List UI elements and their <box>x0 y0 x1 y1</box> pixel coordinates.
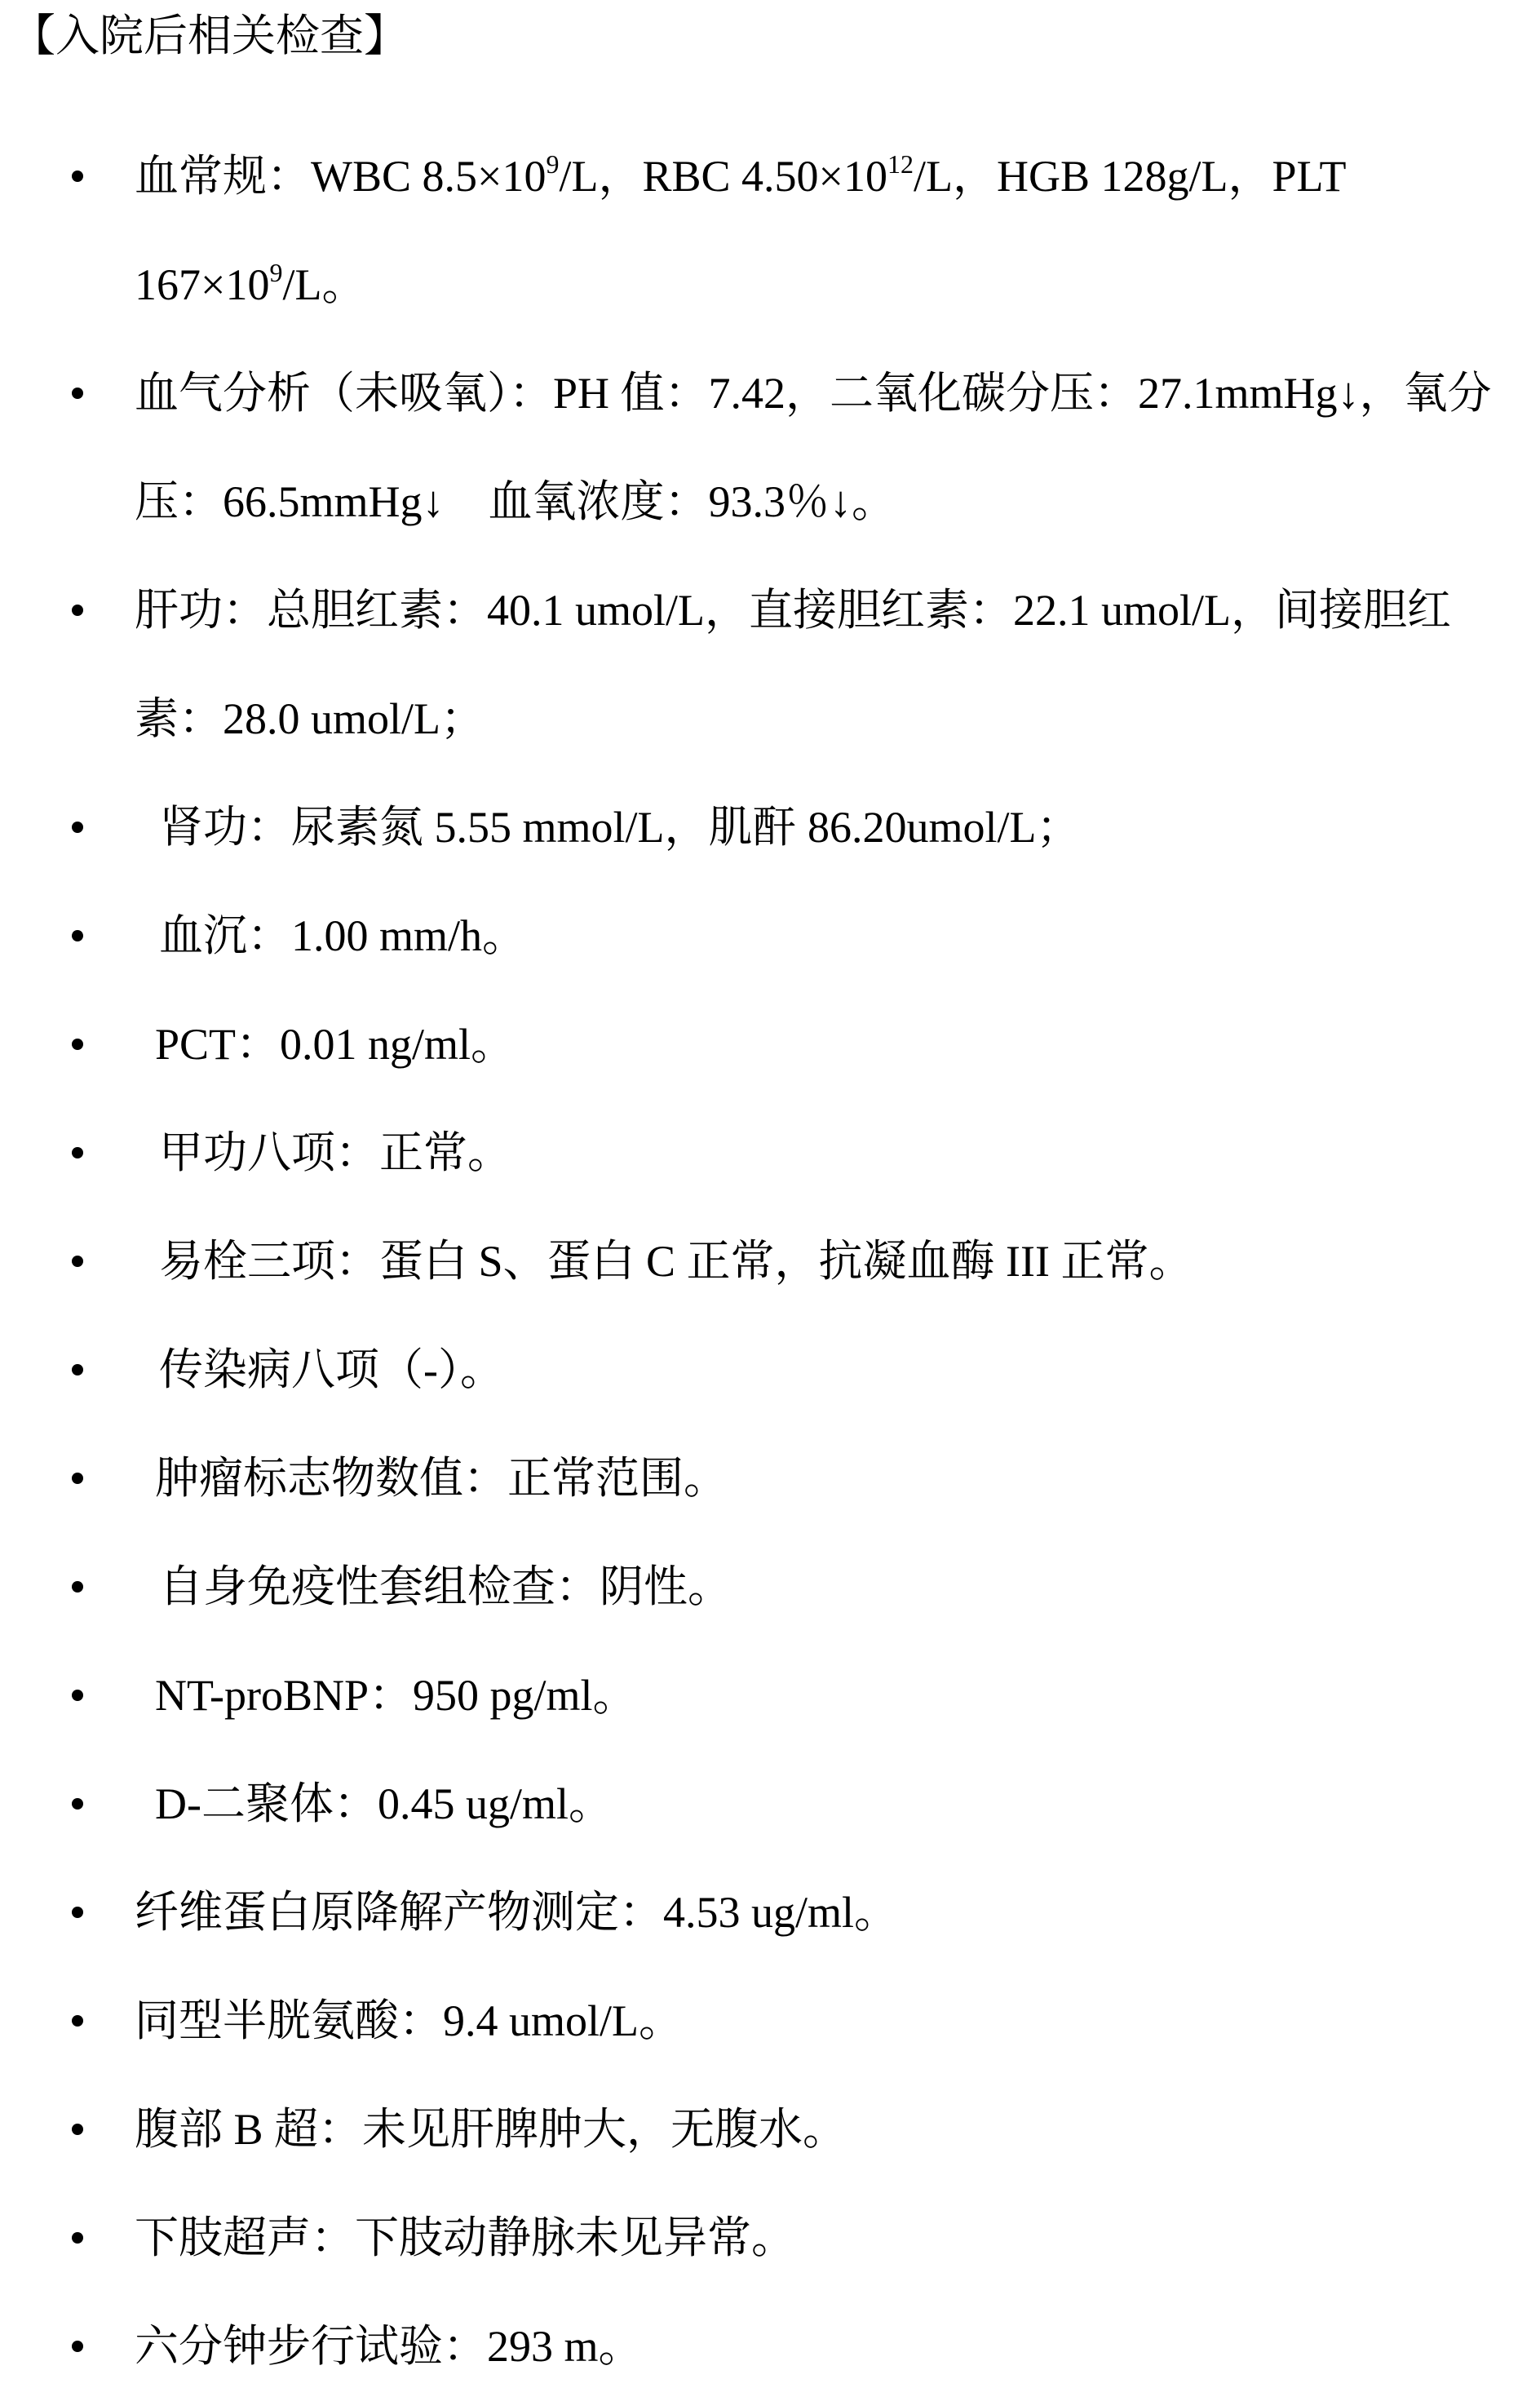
bullet-icon <box>72 2124 83 2135</box>
list-item-d-dimer <box>0 1750 1540 1858</box>
item-text: 六分钟步行试验：293 m。 <box>135 2322 643 2371</box>
list-item-homocysteine <box>0 1967 1540 2075</box>
item-text: D-二聚体：0.45 ug/ml。 <box>155 1779 613 1828</box>
list-item-abdominal-ultrasound <box>0 2075 1540 2184</box>
bullet-icon <box>72 388 83 399</box>
item-text: 自身免疫性套组检查：阴性。 <box>159 1562 732 1611</box>
item-text: PCT：0.01 ng/ml。 <box>155 1020 516 1069</box>
list-item-lower-limb-ultrasound <box>0 2184 1540 2292</box>
bullet-icon <box>72 1364 83 1375</box>
list-item-tumor-markers <box>0 1424 1540 1533</box>
list-item-kidney-function <box>0 773 1540 882</box>
bullet-icon <box>72 1473 83 1484</box>
bullet-icon <box>72 2232 83 2244</box>
bullet-icon <box>72 1581 83 1593</box>
bullet-icon <box>72 1907 83 1918</box>
bullet-icon <box>72 605 83 616</box>
item-text: 同型半胱氨酸：9.4 umol/L。 <box>135 1996 683 2045</box>
item-text: 肝功：总胆红素：40.1 umol/L，直接胆红素：22.1 umol/L，间接胆红素：28.0 umol/L； <box>135 586 1451 743</box>
item-text: 下肢超声：下肢动静脉未见异常。 <box>135 2213 795 2262</box>
bullet-icon <box>72 1039 83 1050</box>
item-text: 肿瘤标志物数值：正常范围。 <box>155 1454 728 1503</box>
bullet-icon <box>72 930 83 941</box>
item-text: 甲功八项：正常。 <box>159 1128 511 1177</box>
list-item-liver-function <box>0 556 1540 773</box>
item-text: 纤维蛋白原降解产物测定：4.53 ug/ml。 <box>135 1888 899 1937</box>
list-item-fdp <box>0 1858 1540 1967</box>
item-text: 血沉：1.00 mm/h。 <box>159 911 527 960</box>
exam-results-list <box>0 122 1540 2401</box>
bullet-icon <box>72 1256 83 1267</box>
list-item-thyroid <box>0 1099 1540 1207</box>
list-item-six-minute-walk <box>0 2292 1540 2401</box>
bullet-icon <box>72 1690 83 1701</box>
bullet-icon <box>72 822 83 833</box>
list-item-esr <box>0 882 1540 990</box>
list-item-ntprobnp <box>0 1641 1540 1750</box>
list-item-pct <box>0 990 1540 1099</box>
bullet-icon <box>72 2015 83 2027</box>
list-item-blood-routine <box>0 122 1540 339</box>
bullet-icon <box>72 2341 83 2352</box>
item-text: 肾功：尿素氮 5.55 mmol/L，肌酐 86.20umol/L； <box>159 803 1081 852</box>
item-text: 传染病八项（-）。 <box>159 1345 504 1394</box>
item-text: 易栓三项：蛋白 S、蛋白 C 正常，抗凝血酶 III 正常。 <box>159 1237 1193 1286</box>
item-text: NT-proBNP：950 pg/ml。 <box>155 1671 637 1720</box>
list-item-autoimmune <box>0 1533 1540 1641</box>
list-item-infectious <box>0 1316 1540 1424</box>
bullet-icon <box>72 1798 83 1810</box>
list-item-thrombophilia <box>0 1207 1540 1316</box>
item-text: 血常规：WBC $8.5\times 10^9/L$，RBC $4.50\times 10^{12}/L$，HGB 128g/L，PLT $167\times 10^9/L$。 <box>135 149 1346 309</box>
bullet-icon <box>72 171 83 182</box>
bullet-icon <box>72 1147 83 1158</box>
section-heading: 【入院后相关检查】 <box>11 11 408 60</box>
item-text: 血气分析（未吸氧）：PH 值：7.42，二氧化碳分压：27.1mmHg↓，氧分压：66.5mmHg↓ 血氧浓度：93.3％↓。 <box>135 369 1492 526</box>
item-text: 腹部 B 超：未见肝脾肿大，无腹水。 <box>135 2105 847 2154</box>
list-item-blood-gas <box>0 339 1540 556</box>
